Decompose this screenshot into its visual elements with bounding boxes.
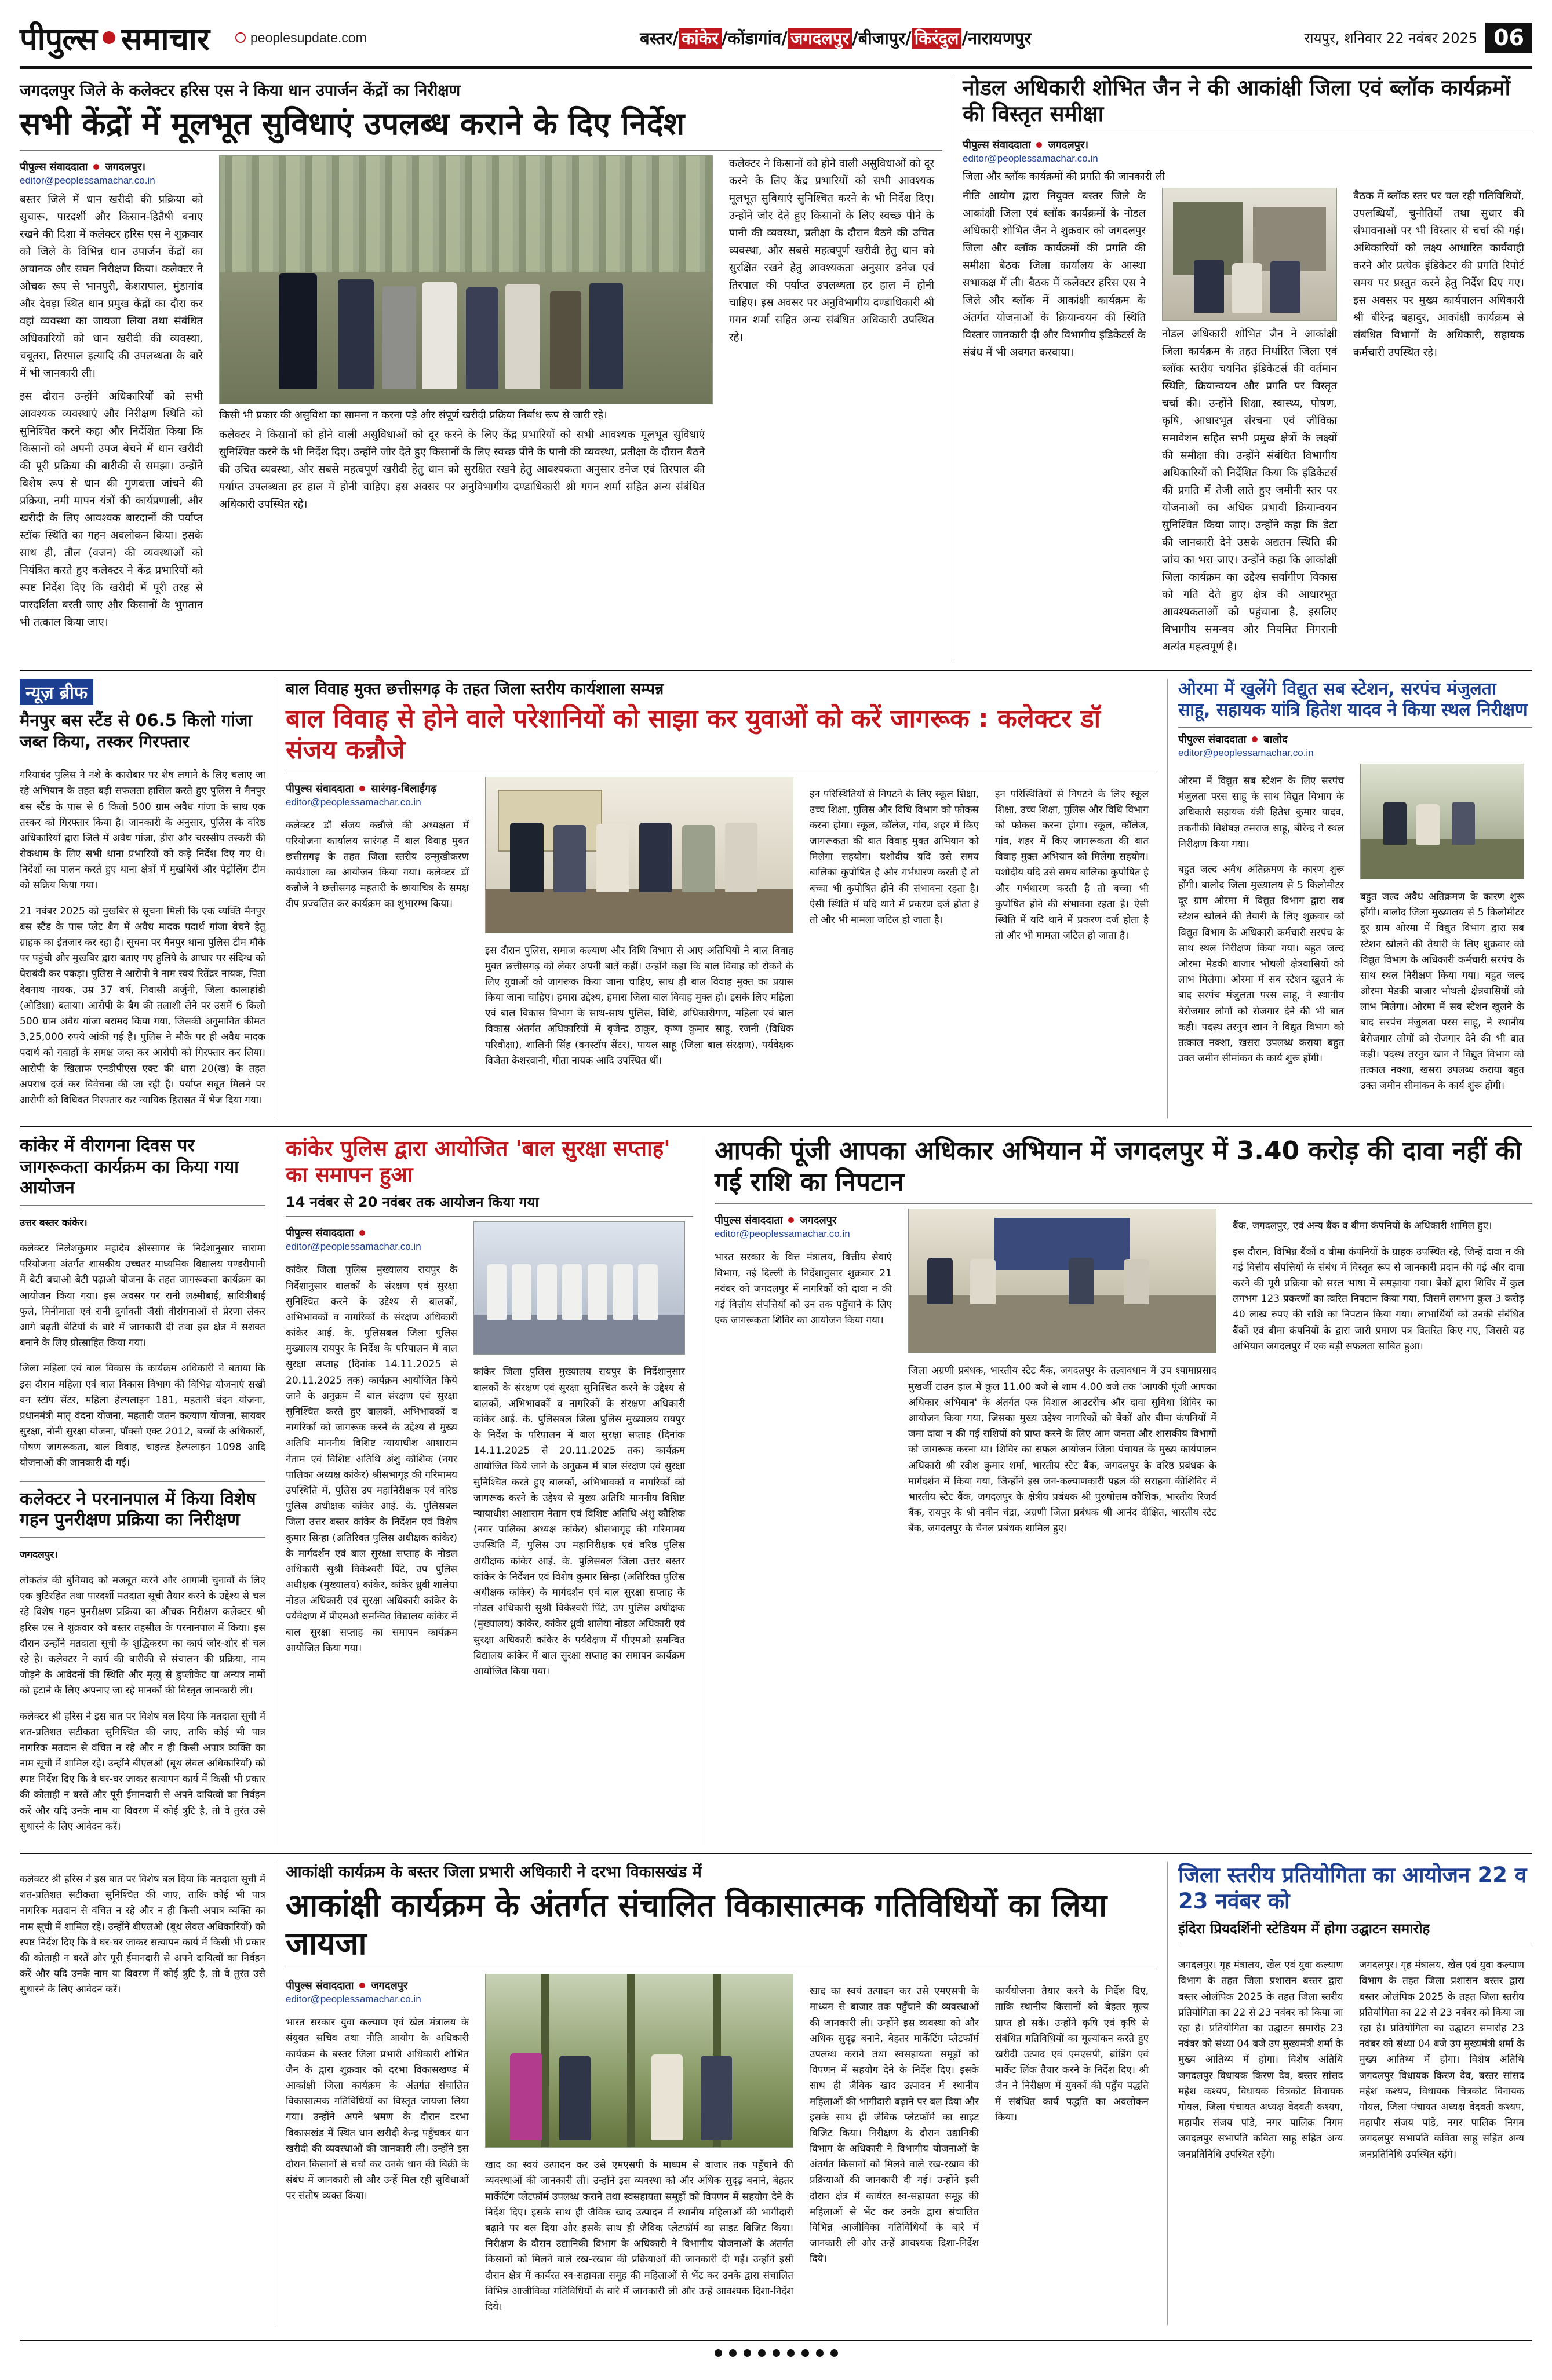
kanker-police-byline xyxy=(286,1226,457,1240)
kanker-awareness-place: उत्तर बस्तर कांकेर। xyxy=(20,1217,88,1229)
orma-headline: ओरमा में खुलेंगे विद्युत सब स्टेशन, सरपंच मंजुलता साहू, सहायक यांत्रि हितेश यादव ने किया स्थल निरीक्षण xyxy=(1178,678,1528,721)
edition-2[interactable]: कोंडागांव xyxy=(727,28,782,48)
news-brief-headline: मैनपुर बस स्टैंड से 06.5 किलो गांजा जब्त किया, तस्कर गिरफ्तार xyxy=(20,710,252,752)
byline-dot-icon xyxy=(93,164,99,170)
aapki-punji-para-3: बैंक, जगदलपुर, एवं अन्य बैंक व बीमा कंपनियों के अधिकारी शामिल हुए। xyxy=(1233,1220,1492,1232)
top-right-photo xyxy=(1162,188,1337,321)
byline-dot-icon xyxy=(1252,736,1258,742)
lead-headline: सभी केंद्रों में मूलभूत सुविधाएं उपलब्ध कराने के दिए निर्देश xyxy=(20,105,685,143)
bal-vivah-para-2: इस दौरान पुलिस, समाज कल्याण और विधि विभाग से आए अतिथियों ने बाल विवाह मुक्त छत्तीसगढ़ को लेकर अपनी बातें कहीं। उन्होंने कहा कि बाल विवाह को रोकने के लिए युवाओं को जागरूक किया जाना चाहिए, साथ ही बाल विवाह मुक्त का प्रयास किया जाना चाहिए। हमारा उद्देश्य, हमारा जिला बाल विवाह मुक्त हो। इसके लिए महिला एवं बाल विकास विभाग के साथ-साथ पुलिस, विधि, अधिकारीगण, महिला एवं बाल विकास अंतर्गत अधिकारियों में बृजेन्द्र ठाकुर, कृष्ण कुमार साहू, रजनी (विधिक परिवीक्षा), शालिनी सिंह (वनस्टॉप सेंटर), पायल साहू (जिला बाल संरक्षण), पर्यवेक्षक विजेता केशरवानी, गीता नायक आदि उपस्थित थीं। xyxy=(485,944,793,1067)
kanker-police-headline: कांकेर पुलिस द्वारा आयोजित 'बाल सुरक्षा सप्ताह' का समापन हुआ xyxy=(286,1136,671,1188)
row-3 xyxy=(20,1136,1532,1845)
aapki-punji-photo xyxy=(908,1209,1216,1353)
byline-dot-icon xyxy=(359,1230,365,1236)
edition-list: बस्तर/ कांकेर /कोंडागांव/ जगदलपुर /बीजापुर/ किरंदुल /नारायणपुर xyxy=(640,28,1032,48)
bal-vivah-para-3b: इन परिस्थितियों से निपटने के लिए स्कूल शिक्षा, उच्च शिक्षा, पुलिस और विधि विभाग को फोकस करना होगा। स्कूल, कॉलेज, गांव, शहर में किए जागरूकता की बात विवाह मुक्त अभियान को मिलेगा सहयोग। यशोदीय यदि उसे समय बालिका कुपोषित है और गर्भधारण करती है तो बच्चा भी कुपोषित होने की संभावना रहता है। ऐसी स्थिति में यदि थाने में प्रकरण दर्ज होता है तो और भी मामला जटिल हो जाता है। xyxy=(995,788,1149,942)
aakanksha-byline-place: जगदलपुर xyxy=(371,1980,408,1992)
aapki-punji-byline-place: जगदलपुर xyxy=(800,1214,837,1227)
aapki-punji-para-4: इस दौरान, विभिन्न बैंकों व बीमा कंपनियों के ग्राहक उपस्थित रहे, जिन्हें दावा न की गई वित्तीय संपत्तियों के संबंध में विस्तृत रूप से जानकारी प्रदान की गई और दावा करने की पूरी प्रक्रिया को सरल भाषा में समझाया गया। बैंकों द्वारा शिविर में कुल लगभग 123 प्रकरणों का त्वरित निपटान किया गया, जिसमें लगभग कुल 3 करोड़ 40 लाख रुपए की राशि का निपटान किया गया। लाभार्थियों को उनकी संबंधित बैंकों एवं बीमा कंपनियों के द्वारा जारी प्रमाण पत्र वितरित किए गए, जिससे यह अभियान जगदलपुर में एक बड़ी सफलता साबित हुआ। xyxy=(1233,1246,1524,1352)
top-right-email[interactable]: editor@peoplessamachar.co.in xyxy=(963,153,1098,165)
bal-vivah-byline-text: पीपुल्स संवाददाता xyxy=(286,782,354,795)
footer-dot-icon xyxy=(715,2349,722,2357)
aapki-punji-byline-text: पीपुल्स संवाददाता xyxy=(715,1214,783,1227)
lead-para-1: बस्तर जिले में धान खरीदी की प्रक्रिया को सुचारू, पारदर्शी और किसान-हितैषी बनाए रखने की दिशा में कलेक्टर हरिस एस ने शुक्रवार को जिले के विभिन्न धान उपार्जन केंद्रों का अचानक और सघन निरीक्षण किया। कलेक्टर ने औचक रूप से भानपुरी, केशरापाल, मुंडागांव और देवड़ा स्थित धान प्रमुख केंद्रों का दौरा कर वहां व्यवस्था का जायजा लिया तथा संबंधित अधिकारियों को धान खरीदी की व्यवस्था, चबूतरा, तिरपाल इत्यादि की उपलब्धता के बारे में भी जानकारी ली। xyxy=(20,194,203,379)
lead-byline xyxy=(20,160,203,174)
jila-stariya-para-1: जगदलपुर। गृह मंत्रालय, खेल एवं युवा कल्याण विभाग के तहत जिला प्रशासन बस्तर द्वारा बस्तर ओलंपिक 2025 के तहत जिला स्तरीय प्रतियोगिता का 22 से 23 नवंबर को किया जा रहा है। प्रतियोगिता का उद्घाटन समारोह 23 नवंबर को संध्या 04 बजे उप मुख्यमंत्री शर्मा के मुख्य आतिथ्य में होगा। विशेष अतिथि जगदलपुर विधायक किरण देव, बस्तर सांसद महेश कश्यप, विधायक चित्रकोट विनायक गोयल, जिला पंचायत अध्यक्ष वेदवती कश्यप, महापौर संजय पांडे, नगर पालिक निगम जगदलपुर सभापति कविता साहू सहित अन्य जनप्रतिनिधि उपस्थित रहेंगे। xyxy=(1178,1959,1343,2160)
bal-vivah-headline: बाल विवाह से होने वाले परेशानियों को साझा कर युवाओं को करें जागरूक : कलेक्टर डॉ संजय कन्नौजे xyxy=(286,704,1101,765)
edition-0[interactable]: बस्तर xyxy=(640,28,673,48)
divider xyxy=(20,150,942,151)
aakanksha-story xyxy=(275,1862,1167,2325)
footer-dot-icon xyxy=(744,2349,751,2357)
collector-inspection-continued xyxy=(20,1872,265,1998)
byline-dot-icon xyxy=(359,1983,365,1988)
kanker-awareness-story xyxy=(20,1136,275,1845)
aapki-punji-para-2: जिला अग्रणी प्रबंधक, भारतीय स्टेट बैंक, जगदलपुर के तत्वावधान में उप श्यामाप्रसाद मुखर्जी टाउन हाल में कुल 11.00 बजे से शाम 4.00 बजे तक 'आपकी पूंजी आपका अधिकार अभियान' के अंतर्गत एक विशाल आउटरीच और दावा सुविधा शिविर का आयोजन किया गया, जिसका मुख्य उद्देश्य नागरिकों को बैंकों और बीमा कंपनियों में जमा दावा न की गई राशियों को प्राप्त करने के लिए आम जनता और शासकीय विभागों को जागरूक करना था। शिविर का सफल आयोजन जिला पंचायत के मुख्य कार्यपालन अधिकारी श्री रवीश कुमार शर्मा, भारतीय स्टेट बैंक, जगदलपुर के वरिष्ठ प्रबंधक के मार्गदर्शन में किया गया, जिन्होंने इस जन-कल्याणकारी पहल की सराहना कीशिविर में भारतीय स्टेट बैंक, जगदलपुर के क्षेत्रीय प्रबंधक श्री पुरुषोत्तम कौशिक, भारतीय रिजर्व बैंक, रायपुर के श्री नवीन चंद्रा, अग्रणी जिला प्रबंधक श्री आनंद दीक्षित, भारतीय स्टेट बैंक, जगदलपुर के चैनल प्रबंधक शामिल हुए। xyxy=(908,1365,1216,1535)
top-right-para-1: नीति आयोग द्वारा नियुक्त बस्तर जिले के आकांक्षी जिला एवं ब्लॉक कार्यक्रमों के नोडल अधिकारी शोभित जैन ने शुक्रवार को जगदलपुर जिला और ब्लॉक कार्यक्रमों की प्रगति की समीक्षा बैठक जिला कार्यालय के आस्था सभाकक्ष में ली। बैठक में कलेक्टर हरिस एस ने जिले और ब्लॉक में आकांक्षी कार्यक्रम के अंतर्गत योजनाओं के क्रियान्वयन की स्थिति विस्तार जानकारी दी और विभागीय इंडिकेटर्स के संबंध में भी अवगत करवाया। xyxy=(963,190,1146,359)
aapki-punji-email[interactable]: editor@peoplessamachar.co.in xyxy=(715,1228,850,1240)
kanker-awareness-body xyxy=(20,1215,265,1472)
bal-vivah-story xyxy=(275,679,1167,1118)
lead-para-3b: कलेक्टर ने किसानों को होने वाली असुविधाओं को दूर करने के लिए केंद्र प्रभारियों को सभी आवश्यक मूलभूत सुविधाएं सुनिश्चित करने के भी निर्देश दिए। उन्होंने जोर देते हुए किसानों के लिए स्वच्छ पीने के पानी की व्यवस्था, प्रतीक्षा के दौरान बैठने की उचित व्यवस्था, और सबसे महत्वपूर्ण खरीदी हेतु धान को सुरक्षित रखने हेतु आवश्यकता अनुसार डनेज एवं तिरपाल की पर्याप्त उपलब्धता हर हाल में होनी चाहिए। इस अवसर पर अनुविभागीय दण्डाधिकारी श्री गगन शर्मा सहित अन्य संबंधित अधिकारी उपस्थित रहे। xyxy=(729,158,934,344)
lead-body-1 xyxy=(20,191,203,631)
top-right-photo-block xyxy=(1154,188,1345,661)
lead-byline-place: जगदलपुर। xyxy=(105,161,146,174)
kanker-police-para-1: कांकेर जिला पुलिस मुख्यालय रायपुर के निर्देशानुसार बालकों के संरक्षण एवं सुरक्षा सुनिश्चित करने के उद्देश्य से बालकों, अभिभावकों व नागरिकों के संरक्षण अधिकारी कांकेर आई. के. पुलिसबल जिला पुलिस मुख्यालय रायपुर के निर्देश के परिपालन में बाल सुरक्षा सप्ताह (दिनांक 14.11.2025 से 20.11.2025 तक) कार्यक्रम आयोजित किये जाने के अनुक्रम में बाल संरक्षण एवं सुरक्षा सुनिश्चित करते हुए बालकों, अभिभावकों व नागरिकों को जागरूक करने के उद्देश्य से मुख्य अतिथि माननीय विशिष्ट न्यायाधीश आशाराम नेताम एवं विशिष्ट अतिथि अंशु कौशिक (नगर पालिका अध्यक्ष कांकेर) श्रीसभागृह की गरिमामय उपस्थिति में, पुलिस उप महानिरीक्षक एवं वरिष्ठ पुलिस अधीक्षक कांकेर आई. के. पुलिसबल जिला उत्तर बस्तर कांकेर के निर्देशन एवं विशेष कुमार सिन्हा (अतिरिक्त पुलिस अधीक्षक कांकेर) के मार्गदर्शन एवं बाल सुरक्षा सप्ताह के नोडल अधिकारी सुश्री विकेश्वरी पिंटे, उप पुलिस अधीक्षक (मुख्यालय) कांकेर, कांकेर ध्रुवी शालेया नोडल अधिकारी एवं सुरक्षा अधिकारी कांकेर के पर्यवेक्षण में पीएमओ समन्वित विद्यालय कांकेर में बाल सुरक्षा सप्ताह का समापन कार्यक्रम आयोजित किया गया। xyxy=(286,1264,457,1654)
lead-photo-caption: किसी भी प्रकार की असुविधा का सामना न करना पड़े और संपूर्ण खरीदी प्रक्रिया निर्बाध रूप से जारी रहे। xyxy=(219,409,607,422)
byline-dot-icon xyxy=(1036,142,1042,148)
orma-para-2b: बहुत जल्द अवैध अतिक्रमण के कारण शुरू होंगी। बालोद जिला मुख्यालय से 5 किलोमीटर दूर ग्राम ओरमा में विद्युत विभाग द्वारा सब स्टेशन खोलने की तैयारी के लिए शुक्रवार को विद्युत विभाग के अधिकारी कर्मचारी सरपंच के साथ स्थल निरीक्षण किया गया। बहुत जल्द ओरमा मेडकी बाजार भोथली क्षेत्रवासियों को लाभ मिलेगा। ओरमा में सब स्टेशन खुलने के बाद सरपंच मंजुलता परस साहू, ने स्थानीय बेरोजगार लोगों को रोजगार देने की भी बात कही। पदस्थ तरनुन खान ने विद्युत विभाग को तत्काल नक्शा, खसरा उपलब्ध कराया बहुत उक्त जमीन सीमांकन के कार्य शुरू होंगी। xyxy=(1360,890,1524,1092)
top-right-byline-place: जगदलपुर। xyxy=(1048,139,1089,152)
kanker-awareness-para-1: कलेक्टर निलेशकुमार महादेव क्षीरसागर के निर्देशानुसार चारामा परियोजना अंतर्गत शासकीय उच्चतर माध्यमिक विद्यालय पण्डरीपानी में बेटी बचाओ बेटी पढ़ाओ योजना के तहत जागरूकता कार्यक्रम का आयोजन किया गया। इस अवसर पर रानी लक्ष्मीबाई, सावित्रीबाई फुले, मिनीमाता एवं रानी दुर्गावती जैसी वीरांगनाओं से प्रेरणा लेकर आगे बढ़ती बेटियों के बारे में जानकारी दी तथा इस क्षेत्र में सशक्त बनाने के लिए प्रोत्साहित किया गया। xyxy=(20,1243,265,1349)
footer-dot-icon xyxy=(758,2349,766,2357)
top-right-caption: जिला और ब्लॉक कार्यक्रमों की प्रगति की जानकारी ली xyxy=(963,170,1165,183)
aakanksha-para-3: कार्ययोजना तैयार करने के निर्देश दिए, ताकि स्थानीय किसानों को बेहतर मूल्य प्राप्त हो सकें। उन्होंने कृषि एवं कृषि से संबंधित गतिविधियों का मूल्यांकन करते हुए खरीदी उत्पाद एवं एमएसपी, ब्रांडिंग एवं मार्केट लिंक तैयार करने के निर्देश दिए। श्री जैन ने निरीक्षण में युवकों की पहुँच पद्धति में संबंधित कार्य पद्धति का अवलोकन किया। xyxy=(995,1985,1149,2123)
lead-kicker: जगदलपुर जिले के कलेक्टर हरिस एस ने किया धान उपार्जन केंद्रों का निरीक्षण xyxy=(20,82,461,100)
aakanksha-byline-text: पीपुल्स संवाददाता xyxy=(286,1980,354,1992)
bal-vivah-para-3: इन परिस्थितियों से निपटने के लिए स्कूल शिक्षा, उच्च शिक्षा, पुलिस और विधि विभाग को फोकस करना होगा। स्कूल, कॉलेज, गांव, शहर में किए जागरूकता की बात विवाह मुक्त अभियान को मिलेगा सहयोग। यशोदीय यदि उसे समय बालिका कुपोषित है और गर्भधारण करती है तो बच्चा भी कुपोषित होने की संभावना रहता है। ऐसी स्थिति में यदि थाने में प्रकरण दर्ज होता है तो और भी मामला जटिल हो जाता है। xyxy=(810,788,979,926)
footer-dot-icon xyxy=(801,2349,809,2357)
lead-email[interactable]: editor@peoplessamachar.co.in xyxy=(20,175,155,187)
bal-vivah-byline xyxy=(286,782,469,795)
orma-para-1: ओरमा में विद्युत सब स्टेशन के लिए सरपंच मंजुलता परस साहू के साथ विद्युत विभाग के अधिकारी सहायक यंत्री हितेश कुमार यादव, तकनीकी विशेषज्ञ तमराज साहू, बीरेन्द्र ने स्थल निरीक्षण किया गया। xyxy=(1178,775,1344,850)
bal-vivah-kicker: बाल विवाह मुक्त छत्तीसगढ़ के तहत जिला स्तरीय कार्यशाला सम्पन्न xyxy=(286,680,664,698)
bal-vivah-byline-place: सारंगढ़-बिलाईगढ़ xyxy=(371,782,437,795)
jila-stariya-story xyxy=(1167,1862,1532,2325)
newspaper-logo xyxy=(20,16,210,59)
row-2 xyxy=(20,679,1532,1118)
kanker-awareness-headline: कांकेर में वीरागना दिवस पर जागरूकता कार्यक्रम का किया गया आयोजन xyxy=(20,1136,239,1199)
aakanksha-para-2b: खाद का स्वयं उत्पादन कर उसे एमएसपी के माध्यम से बाजार तक पहुँचाने की व्यवस्थाओं की जानकारी ली। उन्होंने इस व्यवस्था को और अधिक सुदृढ़ बनाने, बेहतर मार्केटिंग प्लेटफॉर्म उपलब्ध कराने तथा स्वसहायता समूहों को विपणन में सहयोग देने के निर्देश दिए। इसके साथ ही जैविक खाद उत्पादन में स्थानीय महिलाओं की भागीदारी बढ़ाने पर बल दिया और इसके साथ ही जैविक प्लेटफॉर्म का साइट विजिट किया। निरीक्षण के दौरान उद्यानिकी विभाग के अधिकारी ने विभागीय योजनाओं के अंतर्गत किसानों को मिलने वाले रख-रखाव की प्रक्रियाओं की जानकारी दी गई। उन्होंने इसी दौरान क्षेत्र में कार्यरत स्व-सहायता समूह की महिलाओं से भेंट कर उनके द्वारा संचालित विभिन्न आजीविका गतिविधियों के बारे में जानकारी ली और उन्हें आवश्यक दिशा-निर्देश दिये। xyxy=(810,1985,979,2265)
news-brief-label: न्यूज़ ब्रीफ xyxy=(20,679,93,705)
site-url-text: peoplesupdate.com xyxy=(250,30,367,45)
row-lead xyxy=(20,75,1532,662)
lead-story xyxy=(20,75,952,662)
footer-dot-icon xyxy=(773,2349,780,2357)
news-brief-body xyxy=(20,768,265,1108)
edition-3[interactable]: जगदलपुर xyxy=(788,28,852,49)
orma-story xyxy=(1167,679,1532,1118)
aakanksha-para-2: खाद का स्वयं उत्पादन कर उसे एमएसपी के माध्यम से बाजार तक पहुँचाने की व्यवस्थाओं की जानकारी ली। उन्होंने इस व्यवस्था को और अधिक सुदृढ़ बनाने, बेहतर मार्केटिंग प्लेटफॉर्म उपलब्ध कराने तथा स्वसहायता समूहों को विपणन में सहयोग देने के निर्देश दिए। इसके साथ ही जैविक खाद उत्पादन में स्थानीय महिलाओं की भागीदारी बढ़ाने पर बल दिया और इसके साथ ही जैविक प्लेटफॉर्म का साइट विजिट किया। निरीक्षण के दौरान उद्यानिकी विभाग के अधिकारी ने विभागीय योजनाओं के अंतर्गत किसानों को मिलने वाले रख-रखाव की प्रक्रियाओं की जानकारी दी गई। उन्होंने इसी दौरान क्षेत्र में कार्यरत स्व-सहायता समूह की महिलाओं से भेंट कर उनके द्वारा संचालित विभिन्न आजीविका गतिविधियों के बारे में जानकारी ली और उन्हें आवश्यक दिशा-निर्देश दिये। xyxy=(485,2159,793,2313)
aakanksha-kicker: आकांक्षी कार्यक्रम के बस्तर जिला प्रभारी अधिकारी ने दरभा विकासखंड में xyxy=(286,1863,702,1882)
lead-col-3 xyxy=(721,155,942,637)
aapki-punji-story xyxy=(704,1136,1532,1845)
jila-stariya-headline: जिला स्तरीय प्रतियोगिता का आयोजन 22 व 23 नवंबर को xyxy=(1178,1863,1527,1914)
aakanksha-headline: आकांक्षी कार्यक्रम के अंतर्गत संचालित विकासात्मक गतिविधियों का लिया जायजा xyxy=(286,1887,1107,1962)
edition-4[interactable]: बीजापुर xyxy=(858,28,906,48)
row4-left-continuation xyxy=(20,1862,275,2325)
bal-vivah-para-1: कलेक्टर डॉ संजय कन्नौजे की अध्यक्षता में परियोजना कार्यालय सारंगढ़ में बाल विवाह मुक्त छत्तीसगढ़ के तहत जिला स्तरीय उन्मुखीकरण कार्यशाला का आयोजन किया गया। कलेक्टर डॉ कन्नौजे ने छत्तीसगढ़ महतारी के छायाचित्र के समक्ष दीप प्रज्वलित कर कार्यक्रम का शुभारम्भ किया। xyxy=(286,819,469,910)
kanker-police-byline-text: पीपुल्स संवाददाता xyxy=(286,1227,354,1240)
lead-body-3 xyxy=(729,155,934,346)
kanker-police-story xyxy=(275,1136,704,1845)
top-right-headline: नोडल अधिकारी शोभित जैन ने की आकांक्षी जिला एवं ब्लॉक कार्यक्रमों की विस्तृत समीक्षा xyxy=(963,75,1511,127)
orma-email[interactable]: editor@peoplessamachar.co.in xyxy=(1178,747,1314,758)
collector-inspection-place: जगदलपुर। xyxy=(20,1549,58,1561)
edition-5[interactable]: किरंदुल xyxy=(912,28,962,49)
aapki-punji-para-1: भारत सरकार के वित्त मंत्रालय, वित्तीय सेवाएं विभाग, नई दिल्ली के निर्देशानुसार शुक्रवार 21 नवंबर को जगदलपुर में नागरिकों को दावा न की गई वित्तीय संपत्तियों को उन तक पहुँचाने के लिए एक जागरूकता शिविर का आयोजन किया गया। xyxy=(715,1251,892,1327)
collector-inspection-headline: कलेक्टर ने परनानपाल में किया विशेष गहन पुनरीक्षण प्रक्रिया का निरीक्षण xyxy=(20,1488,256,1531)
aakanksha-email[interactable]: editor@peoplessamachar.co.in xyxy=(286,1994,421,2005)
kanker-police-photo xyxy=(473,1221,685,1355)
logo-dot-icon xyxy=(103,31,115,44)
masthead xyxy=(20,16,1532,69)
aapki-punji-byline xyxy=(715,1213,892,1227)
footer-dot-icon xyxy=(729,2349,737,2357)
collector-inspection-para-2b: कलेक्टर श्री हरिस ने इस बात पर विशेष बल दिया कि मतदाता सूची में शत-प्रतिशत सटीकता सुनिश्चित की जाए, ताकि कोई भी पात्र नागरिक मतदान से वंचित न रहे और न ही किसी अपात्र व्यक्ति का नाम सूची में शामिल रहे। उन्होंने बीएलओ (बूथ लेवल अधिकारियों) को स्पष्ट निर्देश दिए कि वे घर-घर जाकर सत्यापन कार्य में किसी भी प्रकार की कोताही न बरतें और पूरी ईमानदारी से अपने दायित्वों का निर्वहन करें और यदि उनके नाम या विवरण में कोई त्रुटि है, तो वे तुरंत उसे सुधारने के लिए आवेदन करें। xyxy=(20,1874,265,1996)
news-brief-para-2: 21 नवंबर 2025 को मुखबिर से सूचना मिली कि एक व्यक्ति मैनपुर बस स्टैंड के पास प्लेट बैग में अवैध मादक पदार्थ गांजा बेचने हेतु ग्राहक का इंतजार कर रहा है। सूचना पर मैनपुर थाना पुलिस टीम मौके पर पहुंची और मुखबिर द्वारा बताए गए हुलिये के आधार पर संदिग्ध को घेराबंदी कर पकड़ा। पुलिस ने आरोपी ने नाम स्वयं रितेंद्रर नायक, पिता देवनाथ नायक, उम्र 37 वर्ष, निवासी अर्जुनी, जिला कालाहांडी (ओडिशा) बताया। आरोपी के बैग की तलाशी लेने पर उसमें 6 किलो 500 ग्राम अवैध गांजा बरामद किया गया, जिसकी अनुमानित कीमत 3,25,000 रुपये आंकी गई है। पुलिस ने मौके पर ही अवैध मादक पदार्थ को गवाहों के समक्ष जब्त कर आरोपी को गिरफ्तार कर लिया। आरोपी के खिलाफ एनडीपीएस एक्ट की धारा 20(ख) के तहत अपराध दर्ज कर विवेचना की जा रही है। पर्याप्त सबूत मिलने पर आरोपी को विधिवत गिरफ्तार कर न्यायिक हिरासत में भेज दिया गया। xyxy=(20,905,265,1106)
lead-para-2: इस दौरान उन्होंने अधिकारियों को सभी आवश्यक व्यवस्थाएं और निरीक्षण स्थिति को सुनिश्चित करने कहा और निर्देशित किया कि किसानों को अपनी उपज बेचने में धान खरीदी की पूरी प्रक्रिया की बारीकी से समझा। उन्होंने विशेष रूप से धान की गुणवत्ता जांचने की प्रक्रिया, नमी मापन यंत्रों की कार्यप्रणाली, और खरीदी के लिए आवश्यक बारदानों की पर्याप्त स्टॉक स्थिति का गहन अवलोकन किया। इसके साथ ही, तौल (वजन) की व्यवस्थाओं को नियंत्रित करते हुए कलेक्टर ने केंद्र प्रभारियों को स्पष्ट निर्देश दिए कि खरीदी में पूरी तरह से पारदर्शिता बरती जाए और किसानों के भुगतान भी तत्काल किया जाए। xyxy=(20,390,203,629)
logo-sub-text: समाचार xyxy=(121,21,210,57)
orma-byline-text: पीपुल्स संवाददाता xyxy=(1178,733,1247,746)
top-right-para-3: बैठक में ब्लॉक स्तर पर चल रही गतिविधियों, उपलब्धियों, चुनौतियों तथा सुधार की संभावनाओं पर भी विस्तार से चर्चा की गई। अधिकारियों को लक्ष्य आधारित कार्यवाही करने और प्रत्येक इंडिकेटर की प्रगति रिपोर्ट समय पर प्रस्तुत करने हेतु निर्देश दिए गए। इस अवसर पर मुख्य कार्यपालन अधिकारी श्री बीरेन्द्र बहादुर, आकांक्षी कार्यक्रम से संबंधित विभागों के अधिकारी, सहायक कर्मचारी उपस्थित रहे। xyxy=(1353,190,1524,359)
publication-date: रायपुर, शनिवार 22 नवंबर 2025 xyxy=(1304,30,1478,46)
globe-icon xyxy=(235,32,246,43)
kanker-police-subhead: 14 नवंबर से 20 नवंबर तक आयोजन किया गया xyxy=(286,1194,539,1211)
bal-vivah-photo-block xyxy=(477,777,801,1079)
collector-inspection-body xyxy=(20,1547,265,1835)
jila-stariya-subhead: इंदिरा प्रियदर्शिनी स्टेडियम में होगा उद्घाटन समारोह xyxy=(1178,1921,1430,1937)
aakanksha-para-1: भारत सरकार युवा कल्याण एवं खेल मंत्रालय के संयुक्त सचिव तथा नीति आयोग के अधिकारी कार्यक्रम के बस्तर जिला प्रभारी अधिकारी शोभित जैन के द्वारा शुक्रवार को दरभा विकासखण्ड में आकांक्षी जिला कार्यक्रम के अंतर्गत संचालित विकासात्मक गतिविधियों का विस्तृत जायजा लिया गया। उन्होंने अपने भ्रमण के दौरान दरभा विकासखंड में स्थित धान खरीदी केन्द्र पहुँचकर धान खरीदी की व्यवस्थाओं की जानकारी ली। उन्होंने इस दौरान किसानों से चर्चा कर उनके धान की बिक्री के संबंध में जानकारी ली और उन्हें मिल रही सुविधाओं पर संतोष व्यक्त किया। xyxy=(286,2017,469,2202)
kanker-police-email[interactable]: editor@peoplessamachar.co.in xyxy=(286,1241,421,1253)
kanker-awareness-para-2: जिला महिला एवं बाल विकास के कार्यक्रम अधिकारी ने बताया कि इस दौरान महिला एवं बाल विकास विभाग की विभिन्न योजनाएं सखी वन स्टॉप सेंटर, महिला हेल्पलाइन 181, महतारी वंदन योजना, प्रधानमंत्री मातृ वंदना योजना, महतारी जतन कल्याण योजना, सायबर सुरक्षा, नोनी सुरक्षा योजना, पॉक्सो एक्ट 2012, बच्चों के अधिकारों, पोषण जागरूकता, बाल विवाह, चाइल्ड हेल्पलाइन 1098 आदि योजनाओं की जानकारी दी गई। xyxy=(20,1363,265,1469)
lead-byline-text: पीपुल्स संवाददाता xyxy=(20,161,88,174)
logo-main-text: पीपुल्स xyxy=(20,21,97,57)
collector-inspection-para-2: कलेक्टर श्री हरिस ने इस बात पर विशेष बल दिया कि मतदाता सूची में शत-प्रतिशत सटीकता सुनिश्चित की जाए, ताकि कोई भी पात्र नागरिक मतदान से वंचित न रहे और न ही किसी अपात्र व्यक्ति का नाम सूची में शामिल रहे। उन्होंने बीएलओ (बूथ लेवल अधिकारियों) को स्पष्ट निर्देश दिए कि वे घर-घर जाकर सत्यापन कार्य में किसी भी प्रकार की कोताही न बरतें और पूरी ईमानदारी से अपने दायित्वों का निर्वहन करें और यदि उनके नाम या विवरण में कोई त्रुटि है, तो वे तुरंत उसे सुधारने के लिए आवेदन करें। xyxy=(20,1710,265,1833)
orma-photo xyxy=(1360,764,1524,879)
byline-dot-icon xyxy=(359,786,365,791)
edition-1[interactable]: कांकेर xyxy=(679,28,722,49)
bal-vivah-email[interactable]: editor@peoplessamachar.co.in xyxy=(286,796,421,808)
orma-para-2: बहुत जल्द अवैध अतिक्रमण के कारण शुरू होंगी। बालोद जिला मुख्यालय से 5 किलोमीटर दूर ग्राम ओरमा में विद्युत विभाग द्वारा सब स्टेशन खोलने की तैयारी के लिए शुक्रवार को विद्युत विभाग के अधिकारी कर्मचारी सरपंच के साथ स्थल निरीक्षण किया गया। बहुत जल्द ओरमा मेडकी बाजार भोथली क्षेत्रवासियों को लाभ मिलेगा। ओरमा में सब स्टेशन खुलने के बाद सरपंच मंजुलता परस साहू, ने स्थानीय बेरोजगार लोगों को रोजगार देने की भी बात कही। पदस्थ तरनुन खान ने विद्युत विभाग को तत्काल नक्शा, खसरा उपलब्ध कराया बहुत उक्त जमीन सीमांकन के कार्य शुरू होंगी। xyxy=(1178,863,1344,1065)
byline-dot-icon xyxy=(788,1217,794,1223)
nodal-officer-story xyxy=(952,75,1532,662)
aapki-punji-headline: आपकी पूंजी आपका अधिकार अभियान में जगदलपुर में 3.40 करोड़ की दावा नहीं की गई राशि का निपटान xyxy=(715,1136,1522,1197)
aakanksha-photo xyxy=(485,1974,793,2148)
footer-dot-icon xyxy=(787,2349,795,2357)
news-brief-para-1: गरियाबंद पुलिस ने नशे के कारोबार पर शेष लगाने के लिए चलाए जा रहे अभियान के तहत बड़ी सफलता हासिल करते हुए पुलिस ने मैनपुर बस स्टैंड के पास से 6 किलो 500 ग्राम अवैध गांजा के साथ एक तस्कर को गिरफ्तार किया है। जानकारी के अनुसार, पुलिस के वरिष्ठ अधिकारियों द्वारा जिले में अवैध गांजा, हीरा और चरस्सीय तस्करी की रोकथाम के लिए सभी थाना प्रभारियों को कड़े निर्देश दिए गए थे। निर्देशों का पालन करते हुए थाना क्षेत्रों में मुखबिरों और पेट्रोलिंग टीम को सक्रिय किया गया। xyxy=(20,769,265,892)
footer-dot-icon xyxy=(816,2349,824,2357)
footer-dot-icon xyxy=(830,2349,838,2357)
lead-para-3: कलेक्टर ने किसानों को होने वाली असुविधाओं को दूर करने के लिए केंद्र प्रभारियों को सभी आवश्यक मूलभूत सुविधाएं सुनिश्चित करने के भी निर्देश दिए। उन्होंने जोर देते हुए किसानों के लिए स्वच्छ पीने के पानी की व्यवस्था, प्रतीक्षा के दौरान बैठने की उचित व्यवस्था, और सबसे महत्वपूर्ण खरीदी हेतु धान को सुरक्षित रखने हेतु आवश्यकता अनुसार डनेज एवं तिरपाल की पर्याप्त उपलब्धता हर हाल में होनी चाहिए। इस अवसर पर अनुविभागीय दण्डाधिकारी श्री गगन शर्मा सहित अन्य संबंधित अधिकारी उपस्थित रहे। xyxy=(219,429,705,511)
collector-inspection-para-1: लोकतंत्र की बुनियाद को मजबूत करने और आगामी चुनावों के लिए एक त्रुटिरहित तथा पारदर्शी मतदाता सूची तैयार करने के उद्देश्य से चल रहे विशेष गहन पुनरीक्षण प्रक्रिया का औचक निरीक्षण कलेक्टर श्री हरिस एस ने शुक्रवार को बस्तर तहसील के परनानपाल में किया। इस दौरान उन्होंने मतदाता सूची के शुद्धिकरण का कार्य जोर-शोर से चल रहे है। कलेक्टर ने कार्य की बारीकी से संचालन की प्रक्रिया, नाम जोड़ने के आवेदनों की स्थिति और मृत्यु से डुप्लीकेट या अन्यत्र नामों को हटाने के लिए अपनाए जा रहे मानकों की विस्तृत जानकारी ली। xyxy=(20,1575,265,1697)
row-4 xyxy=(20,1862,1532,2325)
aakanksha-byline xyxy=(286,1979,469,1992)
lead-col-1 xyxy=(20,155,211,637)
news-brief-section xyxy=(20,679,275,1118)
jila-stariya-para-1b: जगदलपुर। गृह मंत्रालय, खेल एवं युवा कल्याण विभाग के तहत जिला प्रशासन बस्तर द्वारा बस्तर ओलंपिक 2025 के तहत जिला स्तरीय प्रतियोगिता का 22 से 23 नवंबर को किया जा रहा है। प्रतियोगिता का उद्घाटन समारोह 23 नवंबर को संध्या 04 बजे उप मुख्यमंत्री शर्मा के मुख्य आतिथ्य में होगा। विशेष अतिथि जगदलपुर विधायक किरण देव, बस्तर सांसद महेश कश्यप, विधायक चित्रकोट विनायक गोयल, जिला पंचायत अध्यक्ष वेदवती कश्यप, महापौर संजय पांडे, नगर पालिक निगम जगदलपुर सभापति कविता साहू सहित अन्य जनप्रतिनिधि उपस्थित रहेंगे। xyxy=(1359,1959,1524,2160)
bal-vivah-photo xyxy=(485,777,793,933)
kanker-police-para-1b: कांकेर जिला पुलिस मुख्यालय रायपुर के निर्देशानुसार बालकों के संरक्षण एवं सुरक्षा सुनिश्चित करने के उद्देश्य से बालकों, अभिभावकों व नागरिकों के संरक्षण अधिकारी कांकेर आई. के. पुलिसबल जिला पुलिस मुख्यालय रायपुर के निर्देश के परिपालन में बाल सुरक्षा सप्ताह (दिनांक 14.11.2025 से 20.11.2025 तक) कार्यक्रम आयोजित किये जाने के अनुक्रम में बाल संरक्षण एवं सुरक्षा सुनिश्चित करते हुए बालकों, अभिभावकों व नागरिकों को जागरूक करने के उद्देश्य से मुख्य अतिथि माननीय विशिष्ट न्यायाधीश आशाराम नेताम एवं विशिष्ट अतिथि अंशु कौशिक (नगर पालिका अध्यक्ष कांकेर) श्रीसभागृह की गरिमामय उपस्थिति में, पुलिस उप महानिरीक्षक एवं वरिष्ठ पुलिस अधीक्षक कांकेर आई. के. पुलिसबल जिला उत्तर बस्तर कांकेर के निर्देशन एवं विशेष कुमार सिन्हा (अतिरिक्त पुलिस अधीक्षक कांकेर) के मार्गदर्शन एवं बाल सुरक्षा सप्ताह के नोडल अधिकारी सुश्री विकेश्वरी पिंटे, उप पुलिस अधीक्षक (मुख्यालय) कांकेर, कांकेर ध्रुवी शालेया नोडल अधिकारी एवं सुरक्षा अधिकारी कांकेर के पर्यवेक्षण में पीएमओ समन्वित विद्यालय कांकेर में बाल सुरक्षा सप्ताह का समापन कार्यक्रम आयोजित किया गया। xyxy=(473,1366,685,1677)
lead-photo-block xyxy=(211,155,721,637)
lead-body-2 xyxy=(219,426,705,513)
top-right-byline-text: पीपुल्स संवाददाता xyxy=(963,139,1031,152)
page-number: 06 xyxy=(1485,23,1532,53)
orma-byline xyxy=(1178,732,1532,746)
orma-byline-place: बालोद xyxy=(1263,733,1288,746)
footer-decoration xyxy=(20,2340,1532,2357)
site-url[interactable] xyxy=(235,30,367,46)
top-right-byline xyxy=(963,138,1532,152)
lead-photo xyxy=(219,155,713,404)
date-and-page xyxy=(1305,23,1532,53)
edition-6[interactable]: नारायणपुर xyxy=(968,28,1032,48)
top-right-para-2: नोडल अधिकारी शोभित जैन ने आकांक्षी जिला कार्यक्रम के तहत निर्धारित जिला एवं ब्लॉक स्तरीय चयनित इंडिकेटर्स की वर्तमान स्थिति, क्रियान्वयन और प्रगति पर विस्तृत चर्चा की। उन्होंने शिक्षा, स्वास्थ्य, पोषण, कृषि, आधारभूत संरचना एवं जीविका समावेशन सहित सभी प्रमुख क्षेत्रों के लक्ष्यों की समीक्षा की। उन्होंने संबंधित विभागीय अधिकारियों को निर्देशित किया कि इंडिकेटर्स की प्रगति में तेजी लाते हुए जमीनी स्तर पर योजनाओं का अधिक प्रभावी क्रियान्वयन सुनिश्चित किया जाए। उन्होंने कहा कि डेटा की जानकारी देने उसके अद्यतन स्थिति की जांच का भरा जाए। उन्होंने कहा कि आकांक्षी जिला कार्यक्रम का उद्देश्य सर्वांगीण विकास को गति देते हुए क्षेत्र की आधारभूत आवश्यकताओं को पहुंचाना है, इसलिए विभागीय समन्वय और नियमित निगरानी अत्यंत महत्वपूर्ण है। xyxy=(1162,328,1337,653)
